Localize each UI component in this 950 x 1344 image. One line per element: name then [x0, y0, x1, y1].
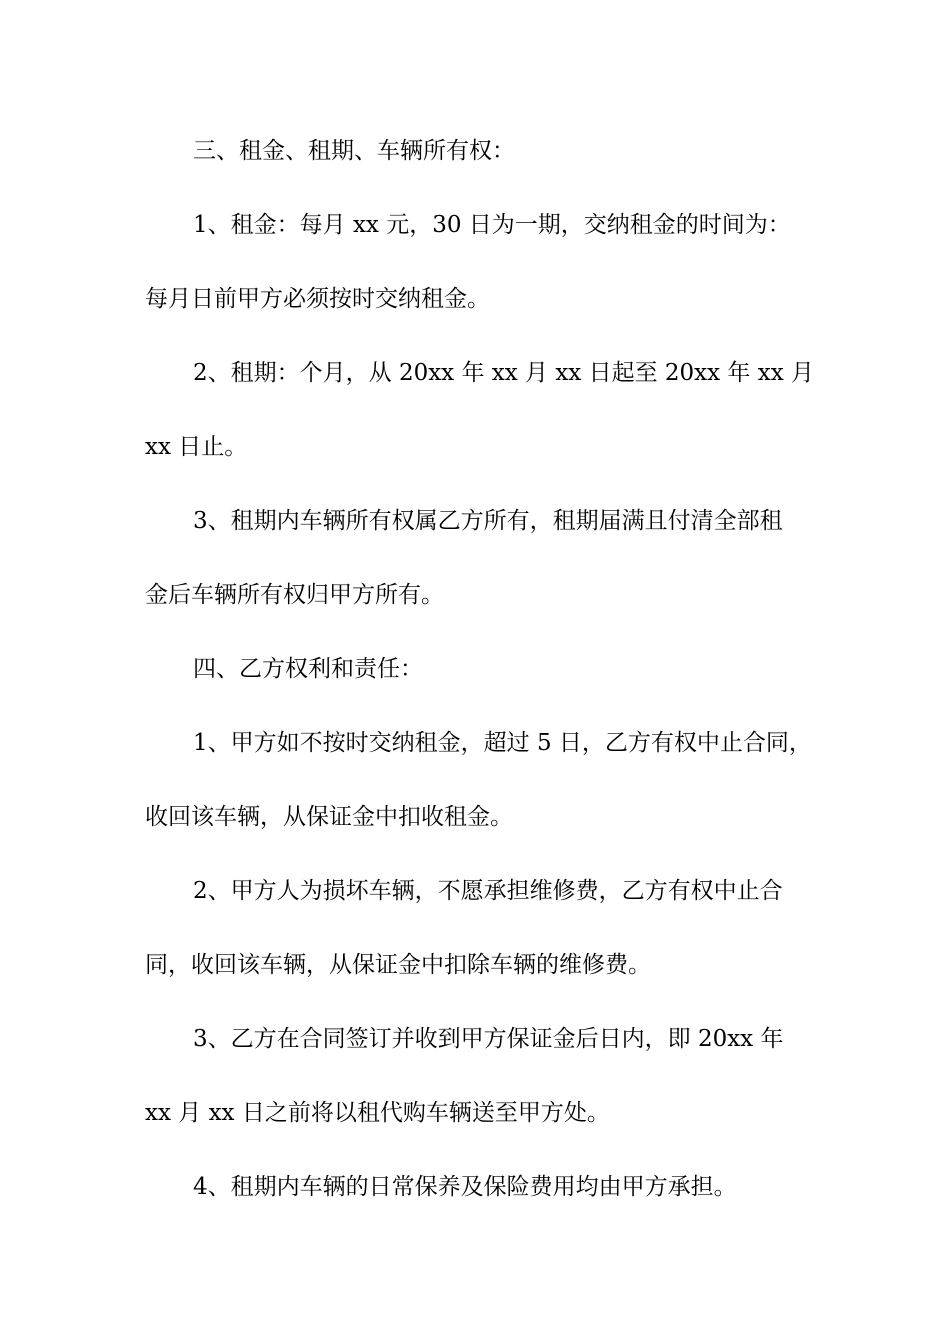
- clause-late-rent-line-2: 收回该车辆，从保证金中扣收租金。: [145, 804, 513, 830]
- clause-ownership-line-2: 金后车辆所有权归甲方所有。: [145, 582, 444, 608]
- clause-term-line-2: xx 日止。: [145, 434, 248, 460]
- clause-ownership-line-1: 3、租期内车辆所有权属乙方所有，租期届满且付清全部租: [193, 508, 783, 534]
- clause-term-line-1: 2、租期：个月，从 20xx 年 xx 月 xx 日起至 20xx 年 xx 月: [193, 360, 814, 386]
- clause-late-rent-line-1: 1、甲方如不按时交纳租金，超过 5 日，乙方有权中止合同，: [193, 730, 812, 756]
- clause-damage-line-2: 同，收回该车辆，从保证金中扣除车辆的维修费。: [145, 952, 651, 978]
- section-heading-party-b-rights: 四、乙方权利和责任：: [193, 656, 423, 682]
- section-heading-rent-term-ownership: 三、租金、租期、车辆所有权：: [193, 138, 515, 164]
- clause-maintenance-insurance: 4、租期内车辆的日常保养及保险费用均由甲方承担。: [193, 1174, 737, 1200]
- clause-delivery-line-2: xx 月 xx 日之前将以租代购车辆送至甲方处。: [145, 1100, 610, 1126]
- clause-rent-line-1: 1、租金：每月 xx 元，30 日为一期，交纳租金的时间为：: [193, 212, 791, 238]
- clause-rent-line-2: 每月日前甲方必须按时交纳租金。: [145, 286, 490, 312]
- clause-delivery-line-1: 3、乙方在合同签订并收到甲方保证金后日内，即 20xx 年: [193, 1026, 784, 1052]
- clause-damage-line-1: 2、甲方人为损坏车辆，不愿承担维修费，乙方有权中止合: [193, 878, 783, 904]
